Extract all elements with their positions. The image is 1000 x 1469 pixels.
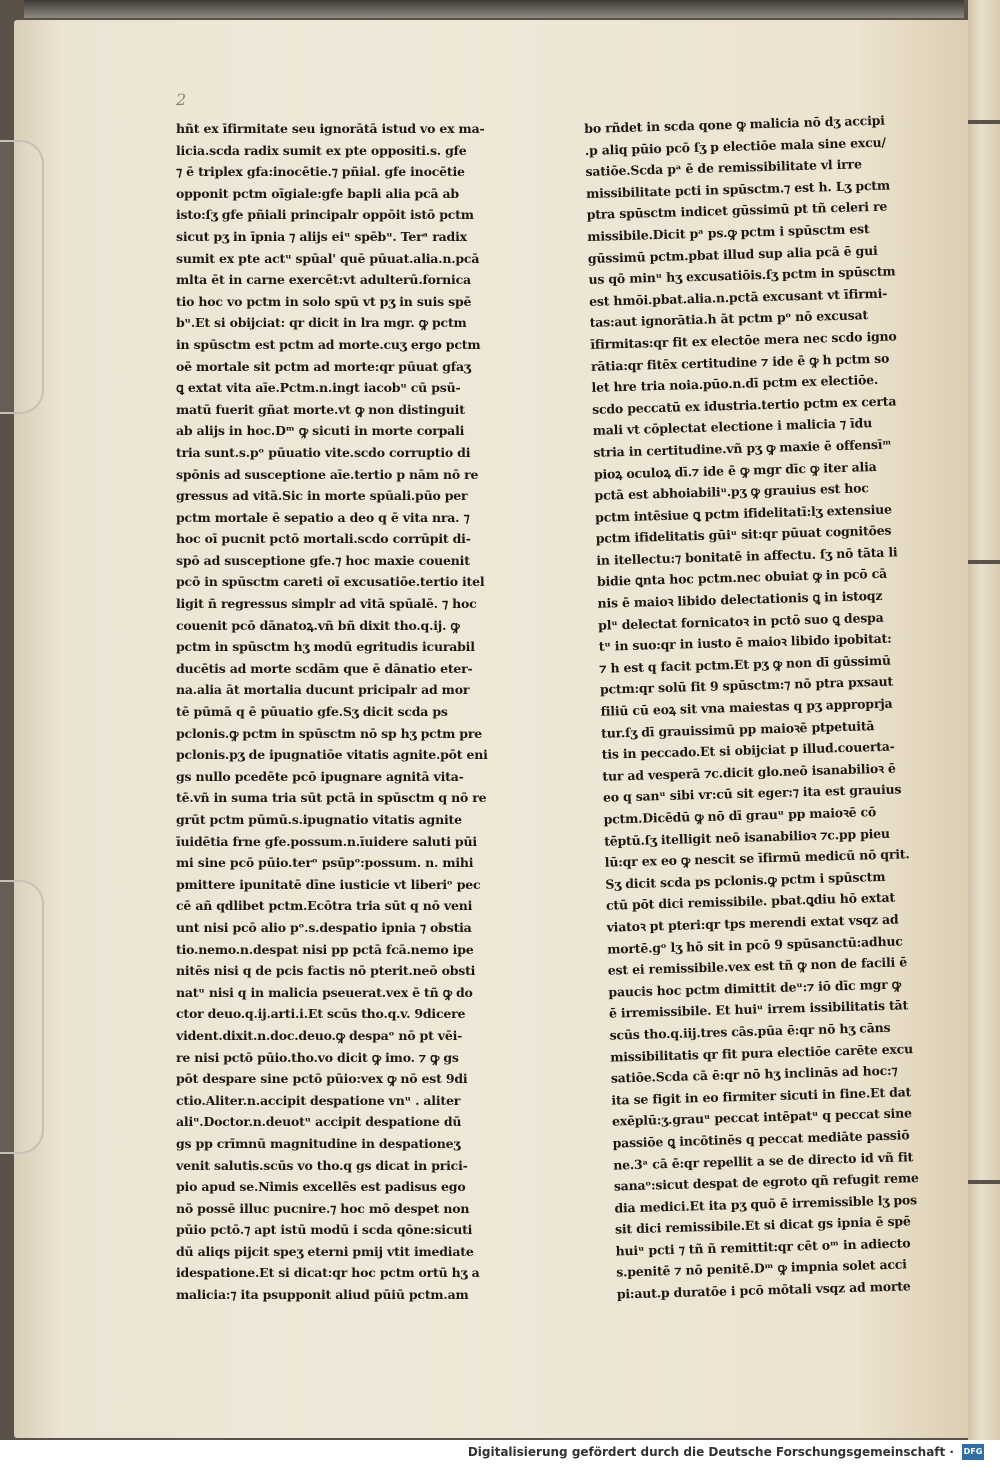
text-line: missibilitatis qr fit pura electiōe carēte excu [610,1040,914,1065]
text-line: licia.scda radix sumit ex pte oppositi.s. gfe [176,142,467,158]
text-line: passiōe ꝗ incōtinēs q peccat mediāte passiō [612,1127,910,1151]
text-line: est hmōi.pbat.alia.n.pctā excusant vt īfirmi- [588,285,888,309]
text-line: ⁊ h est q facit pctm.Et pʒ ꝙ non dī gūssimū [599,652,891,676]
text-line: sit dici remissibile.Et si dicat gs ipnia ē spē [614,1213,911,1237]
text-line: tē.vñ in suma tria sūt pctā in spūsctm q nō re [176,790,487,806]
text-line: mali vt cōplectat electione i malicia ⁊ īdu [592,415,873,439]
text-line: nitēs nisi q de pcis factis nō pterit.neō obsti [176,963,476,979]
text-line: īfirmitas:qr fit ex electōe mera nec scdo igno [590,328,897,352]
text-line: pctm.Dicēdū ꝙ nō dī grauᵘ pp maioꝛē cō [603,804,877,827]
text-line: sicut pʒ in īpnia ⁊ alijs eiᵘ spēbᵘ. Terᵃ radix [176,228,467,244]
page-folio: 2 [176,90,187,109]
text-line: ⁊ ē triplex gfa:inocētie.⁊ pñial. gfe inocētie [176,164,465,180]
text-line: pōt despare sine pctō pūio:vex ꝙ nō est 9di [176,1071,468,1087]
text-line: venit salutis.scūs vo tho.q gs dicat in prici- [176,1157,468,1173]
text-line: pioꝝ oculoꝝ dī.⁊ ide ē ꝙ mgr dīc ꝙ iter alia [593,458,877,482]
text-line: dū aliqs pijcit speʒ eterni pmij vtit imediate [176,1243,474,1259]
text-line: ducētis ad morte scdām que ē dānatio eter- [176,660,473,676]
text-line: tēptū.ſʒ itelligit neō isanabilioꝛ ⁊c.pp pieu [603,825,891,849]
text-line: pclonis.ꝙ pctm in spūsctm nō sp hʒ pctm pre [176,725,482,741]
text-line: tur.ſʒ dī grauissimū pp maioꝛē ptpetuitā [600,717,875,741]
text-line: ctor deuo.q.ij.arti.i.Et scūs tho.q.v. 9dicere [176,1006,466,1022]
text-line: pctm intēsiue ꝗ pctm ifidelitatī:lʒ extensiue [594,501,893,525]
text-line: pcō in spūsctm careti oī excusatiōe.tertio itel [176,574,485,590]
text-line: spōnis ad susceptione aīe.tertio p nām nō re [176,466,479,482]
text-line: rātia:qr fitēx certitudine ⁊ ide ē ꝙ h pctm so [590,350,890,374]
text-line: īuidētia frne gfe.possum.n.īuidere saluti pūi [176,833,477,849]
text-line: ab alijs in hoc.Dᵐ ꝙ sicuti in morte corpali [176,423,465,439]
text-line: ē irremissibile. Et huiᵘ irrem issibilitatis tāt [608,997,909,1021]
text-line: aliᵘ.Doctor.n.deuotᵘ accipit despatione dū [176,1114,462,1130]
text-line: pi:aut.p duratōe i pcō mōtali vsqz ad morte [616,1278,911,1302]
text-line: matū fuerit gñat morte.vt ꝙ non distinguit [176,401,465,417]
text-line: pūio pctō.⁊ apt istū modū i scda qōne:sicuti [176,1222,473,1238]
page-clip-top [0,140,44,414]
text-line: sanaᵒ:sicut despat de egroto qñ refugit reme [613,1170,919,1194]
text-line: s.penitē ⁊ nō penitē.Dᵐ ꝙ impnia solet acci [616,1256,907,1281]
text-line: ne.3ᵃ cā ē:qr repellit a se de directo id vñ fit [613,1148,914,1173]
text-line: paucis hoc pctm dimittit deᵘ:⁊ iō dīc mgr ꝙ [608,976,902,1000]
text-line: stria in certitudine.vñ pʒ ꝙ maxie ē offensīᵐ [593,436,892,460]
text-line: pctm:qr solū fit 9 spūsctm:⁊ nō ptra pxsaut [599,674,894,698]
text-line: tis in peccado.Et si obijciat p illud.couerta- [601,738,895,762]
text-line: tē pūmā q ē pūuatio gfe.Sʒ dicit scda ps [176,704,448,720]
text-line: nō possē illuc pucnire.⁊ hoc mō despet non [176,1200,470,1216]
text-line: pmittere ipunitatē dīne iusticie vt liberiᵒ pec [176,876,481,892]
text-line: re nisi pctō pūio.tho.vo dicit ꝙ imo. ⁊ ꝙ gs [176,1049,459,1065]
text-line: oē mortale sit pctm ad morte:qr pūuat gfaʒ [176,358,471,374]
text-line: satiōe.Scda pᵃ ē de remissibilitate vl irre [585,156,862,180]
text-line: isto:ſʒ gfe pñiali principalr oppōit istō pctm [176,207,474,223]
text-line: huiᵘ pcti ⁊ tñ ñ remittit:qr cēt oᵐ in adiecto [615,1235,911,1259]
text-line: opponit pctm oīgiale:gfe bapli alia pcā ab [176,185,459,201]
text-line: gressus ad vitā.Sic in morte spūali.pūo per [176,488,468,504]
text-line: bidie ꝗnta hoc pctm.nec obuiat ꝙ in pcō cā [596,566,888,590]
text-line: filiū cū eoꝝ sit vna maiestas q pʒ approprja [600,695,893,719]
text-line: in spūsctm est pctm ad morte.cuʒ ergo pctm [176,336,481,352]
text-line: nis ē maioꝛ libido delectationis ꝗ in istoqz [597,587,883,611]
text-line: vident.dixit.n.doc.deuo.ꝙ despaᵒ nō pt vēi- [176,1027,463,1043]
text-line: in itellectu:⁊ bonitatē in affectu. ſʒ nō tāta li [596,544,898,568]
text-column-right [584,108,977,1305]
text-line: pctā est abhoiabiliᵘ.pʒ ꝙ grauius est hoc [594,480,869,503]
text-line: exēplū:ʒ.grauᵘ peccat intēpatᵘ q peccat sine [611,1105,912,1129]
text-line: ꝗ extat vita aīe.Pctm.n.ingt iacobᵘ cū psū- [176,380,461,396]
text-line: ptra spūsctm indicet gūssimū pt tñ celeri re [586,198,888,223]
text-line: satiōe.Scda cā ē:qr nō hʒ inclinās ad hoc:⁊ [610,1062,898,1086]
dfg-logo-icon: DFG [962,1444,984,1460]
book-edge-top [24,0,964,18]
text-line: malicia:⁊ ita psupponit aliud pūiū pctm.am [176,1287,469,1303]
text-column-left [176,118,578,1306]
text-line: scūs tho.q.iij.tres cās.pūa ē:qr nō hʒ cāns [609,1019,891,1043]
text-line: mi sine pcō pūio.terᵒ psūpᵒ:possum. n. mihi [176,855,474,871]
text-line: gūssimū pctm.pbat illud sup alia pcā ē gui [587,242,878,266]
text-line: tas:aut ignorātia.h āt pctm pᵒ nō excusat [589,307,869,331]
text-line: gs nullo pcedēte pcō ipugnare agnitā vita- [176,768,464,784]
page-clip-bottom [0,880,44,1154]
text-line: hñt ex īfirmitate seu ignorātā istud vo ex ma- [176,121,485,136]
text-line: tio.nemo.n.despat nisi pp pctā fcā.nemo ipe [176,941,474,957]
text-line: spō ad susceptione gfe.⁊ hoc maxie couenit [176,552,470,568]
text-line: grūt pctm pūmū.s.ipugnatio vitatis agnite [176,812,462,827]
text-line: us qō minᵘ hʒ excusatiōis.ſʒ pctm in spūsctm [588,263,896,288]
text-line: mlta ēt in carne exercēt:vt adulterū.fornica [176,272,471,288]
text-line: let hre tria noia.pūo.n.dī pctm ex electiōe. [591,372,879,396]
text-line: sumit ex pte actᵘ spūal' quē pūuat.alia.n.pcā [176,250,480,266]
text-line: tria sunt.s.pᵒ pūuatio vite.scdo corruptio di [176,444,471,460]
text-line: ctio.Aliter.n.accipit despatione vnᵘ . aliter [176,1092,461,1108]
text-line: tio hoc vo pctm in solo spū vt pʒ in suis spē [176,293,472,309]
text-line: ligit ñ regressus simplr ad vitā spūalē. ⁊ hoc [176,596,477,612]
text-line: idespatione.Et si dicat:qr hoc pctm ortū hʒ a [176,1265,480,1281]
text-line: ita se figit in eo firmiter sicuti in fine.Et dat [611,1083,912,1108]
text-line: pctm ifidelitatis gūiᵘ sit:qr pūuat cognitōes [595,522,892,547]
text-line: pclonis.pʒ de ipugnatiōe vitatis agnite.pōt eni [176,747,488,763]
text-line: pctm mortale ē sepatio a deo q ē vita nra. ⁊ [176,509,470,525]
footer-credit: Digitalisierung gefördert durch die Deutsche Forschungsgemeinschaft · [467,1445,954,1459]
text-line: est ei remissibile.vex est tñ ꝙ non de facili ē [607,954,908,978]
text-line: lū:qr ex eo ꝙ nescit se īfirmū medicū nō qrit. [604,846,910,870]
text-line: Sʒ dicit scda ps pclonis.ꝙ pctm i spūsctm [605,868,886,892]
text-line: na.alia āt mortalia ducunt pricipalr ad mor [176,682,470,698]
text-line: eo q sanᵘ sibi vr:cū sit eger:⁊ ita est grauius [602,781,902,806]
text-line: missibile.Dicit pᵃ ps.ꝙ pctm i spūsctm est [587,221,870,244]
text-line: dia medici.Et ita pʒ quō ē irremissible lʒ pos [614,1191,918,1216]
text-line: plᵘ delectat fornicatoꝛ in pctō suo ꝗ despa [597,609,884,633]
text-line: natᵘ nisi q in malicia pseuerat.vex ē tñ ꝙ do [176,984,473,1000]
text-line: couenit pcō dānatoꝝ.vñ bñ dixit tho.q.ij. ꝙ [176,617,460,633]
text-line: mortē.gᵒ lʒ hō sit in pcō 9 spūsanctū:adhuc [606,932,903,957]
text-line: gs pp crīmnū magnitudine in despationeʒ [176,1135,461,1151]
text-line: missibilitate pcti in spūsctm.⁊ est h. Lʒ pctm [585,177,891,201]
text-line: scdo peccatū ex idustria.tertio pctm ex certa [591,393,897,417]
text-line: bo rñdet in scda qone ꝙ malicia nō dʒ accipi [584,112,885,136]
text-line: viatoꝛ pt pteri:qr tps merendi extat vsqz ad [606,911,899,935]
text-line: hoc oī pucnit pctō mortali.scdo corrūpit di- [176,531,471,547]
text-line: ctū pōt dici remissibile. pbat.ꝗdiu hō extat [605,889,896,914]
text-line: cē añ qdlibet pctm.Ecōtra tria sūt q nō veni [176,898,473,914]
text-line: tur ad vesperā ⁊c.dicit glo.neō isanabilioꝛ ē [602,760,896,784]
text-line: bᵘ.Et si obijciat: qr dicit in lra mgr. ꝙ pctm [176,315,467,331]
text-line: unt nisi pcō alio pᵒ.s.despatio ipnia ⁊ obstia [176,919,472,935]
text-line: tᵘ in suo:qr in iusto ē maioꝛ libido ipobitat: [598,630,892,655]
text-line: pio apud se.Nimis excellēs est padisus ego [176,1179,466,1195]
text-line: .p aliq pūio pcō ſʒ p electiōe mala sine excu/ [584,134,886,158]
text-line: pctm in spūsctm hʒ modū egritudis icurabil [176,639,475,655]
